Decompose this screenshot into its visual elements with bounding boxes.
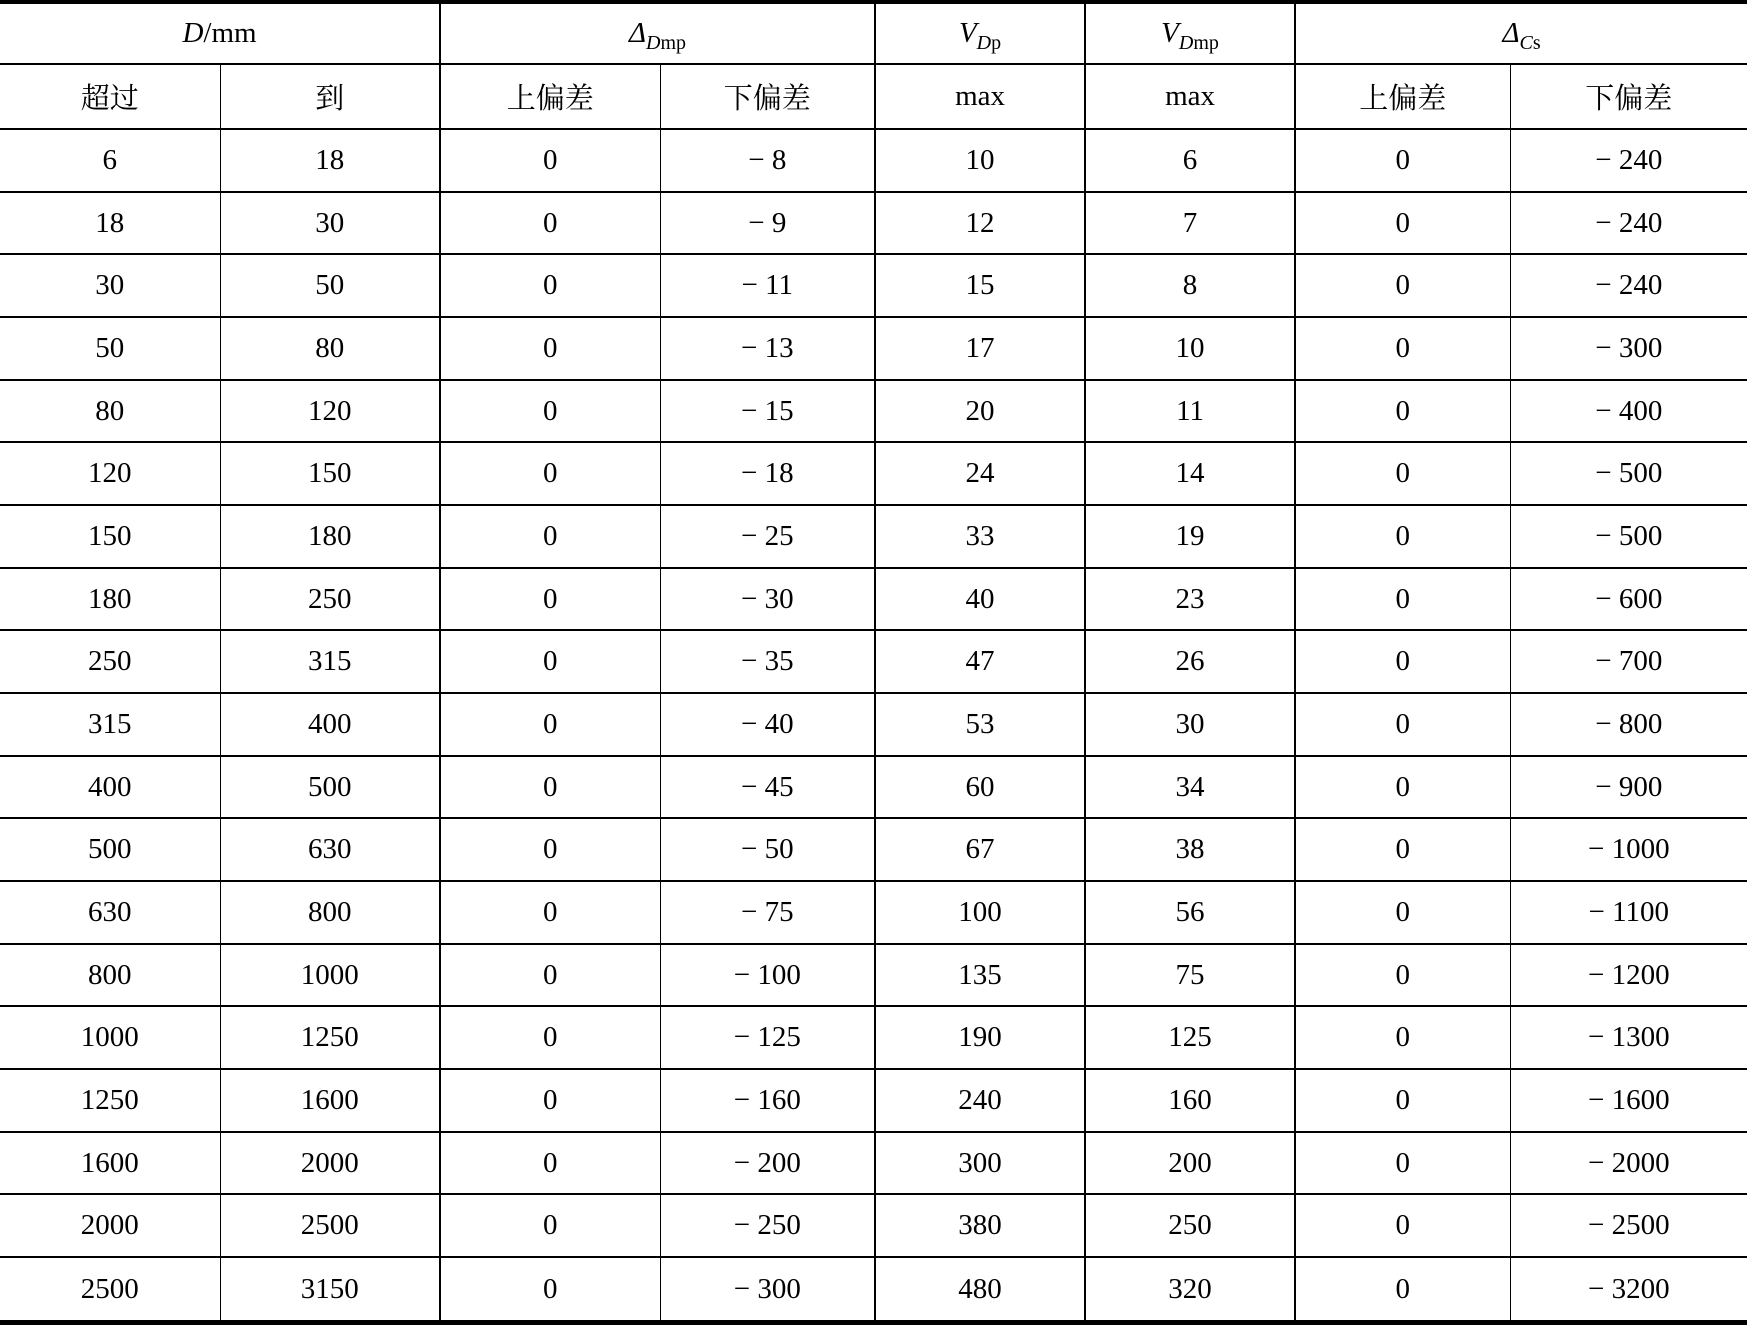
table-cell: 17 xyxy=(875,317,1085,380)
table-cell: 10 xyxy=(1085,317,1295,380)
table-cell: − 1000 xyxy=(1510,818,1747,881)
table-cell: 0 xyxy=(1295,1194,1510,1257)
symbol-d: D xyxy=(182,17,204,49)
table-cell: 400 xyxy=(88,770,132,803)
table-cell: − 15 xyxy=(660,380,875,443)
table-cell: 0 xyxy=(1295,1257,1510,1322)
table-cell: − 30 xyxy=(660,568,875,631)
symbol-d-unit: mm xyxy=(211,17,257,49)
table-cell: 0 xyxy=(1295,1132,1510,1195)
table-cell: 0 xyxy=(1295,380,1510,443)
table-cell: 0 xyxy=(440,1006,660,1069)
table-cell: 26 xyxy=(1085,630,1295,693)
table-cell: 0 xyxy=(440,1194,660,1257)
table-cell: 0 xyxy=(1295,254,1510,317)
table-cell: 60 xyxy=(875,756,1085,819)
subscript-upright: mp xyxy=(660,32,687,54)
symbol-v-dmp: V xyxy=(1161,17,1179,49)
table-cell: 1000 xyxy=(80,1021,139,1054)
table-cell: − 3200 xyxy=(1510,1257,1747,1322)
table-cell: 0 xyxy=(440,693,660,756)
table-cell: 0 xyxy=(1295,944,1510,1007)
subheader-over: 超过 xyxy=(80,83,139,115)
table-cell: − 240 xyxy=(1510,192,1747,255)
table-cell: 1000 xyxy=(220,944,440,1007)
table-cell: 38 xyxy=(1085,818,1295,881)
table-row xyxy=(0,630,1747,693)
table-cell: − 1200 xyxy=(1510,944,1747,1007)
table-cell: 1600 xyxy=(220,1069,440,1132)
table-cell: − 18 xyxy=(660,442,875,505)
table-cell: 18 xyxy=(220,129,440,192)
table-cell: 23 xyxy=(1085,568,1295,631)
table-cell: − 240 xyxy=(1510,129,1747,192)
table-cell: 315 xyxy=(220,630,440,693)
table-cell: 320 xyxy=(1085,1257,1295,1322)
table-cell: 0 xyxy=(440,630,660,693)
table-cell: 0 xyxy=(1295,881,1510,944)
subscript-italic: D xyxy=(1178,32,1194,54)
table-cell: − 600 xyxy=(1510,568,1747,631)
subscript-italic: C xyxy=(1519,32,1533,54)
table-cell: 0 xyxy=(440,317,660,380)
subscript-upright: mp xyxy=(1193,32,1219,54)
col-group-d-mm xyxy=(0,2,440,64)
table-cell: 0 xyxy=(440,254,660,317)
table-cell: 0 xyxy=(440,756,660,819)
table-row xyxy=(0,1194,1747,1257)
table-cell: − 240 xyxy=(1510,254,1747,317)
table-cell: − 300 xyxy=(1510,317,1747,380)
table-cell: 240 xyxy=(875,1069,1085,1132)
subheader-upper-deviation: 上偏差 xyxy=(440,64,660,129)
table-cell: 0 xyxy=(440,818,660,881)
table-cell: 0 xyxy=(440,1257,660,1322)
table-cell: 0 xyxy=(1295,818,1510,881)
table-row xyxy=(0,442,1747,505)
table-row xyxy=(0,1257,1747,1322)
table-cell: 250 xyxy=(220,568,440,631)
table-cell: 180 xyxy=(88,582,132,615)
table-cell: − 1100 xyxy=(1510,881,1747,944)
table-cell: 500 xyxy=(220,756,440,819)
table-cell: − 50 xyxy=(660,818,875,881)
table-cell: 1250 xyxy=(80,1083,139,1116)
table-cell: 30 xyxy=(220,192,440,255)
table-cell: 8 xyxy=(1085,254,1295,317)
table-cell: 0 xyxy=(440,505,660,568)
table-cell: 14 xyxy=(1085,442,1295,505)
table-cell: 0 xyxy=(440,129,660,192)
table-cell: 2500 xyxy=(220,1194,440,1257)
subheader-to: 到 xyxy=(220,64,440,129)
subheader-upper-deviation-cs: 上偏差 xyxy=(1295,64,1510,129)
table-cell: 11 xyxy=(1085,380,1295,443)
table-cell: 33 xyxy=(875,505,1085,568)
table-cell: 75 xyxy=(1085,944,1295,1007)
table-cell: − 1600 xyxy=(1510,1069,1747,1132)
table-cell: 0 xyxy=(440,944,660,1007)
table-cell: 15 xyxy=(875,254,1085,317)
table-cell: 0 xyxy=(1295,192,1510,255)
table-cell: 0 xyxy=(1295,630,1510,693)
subscript-italic: D xyxy=(646,32,661,54)
table-cell: − 500 xyxy=(1510,442,1747,505)
table-cell: 100 xyxy=(875,881,1085,944)
table-cell: 12 xyxy=(875,192,1085,255)
table-cell: 150 xyxy=(220,442,440,505)
table-row xyxy=(0,881,1747,944)
table-cell: 1250 xyxy=(220,1006,440,1069)
table-cell: 2500 xyxy=(80,1272,139,1305)
table-cell: − 300 xyxy=(660,1257,875,1322)
table-cell: 0 xyxy=(440,380,660,443)
table-cell: 0 xyxy=(1295,568,1510,631)
table-row xyxy=(0,254,1747,317)
table-cell: − 125 xyxy=(660,1006,875,1069)
table-body xyxy=(0,129,1747,1323)
table-cell: 150 xyxy=(88,519,132,552)
table-cell: − 200 xyxy=(660,1132,875,1195)
table-cell: 315 xyxy=(88,707,132,740)
table-cell: 0 xyxy=(440,881,660,944)
table-cell: 2000 xyxy=(80,1209,139,1242)
table-cell: 67 xyxy=(875,818,1085,881)
table-cell: 180 xyxy=(220,505,440,568)
symbol-delta-dmp: Δ xyxy=(629,17,647,49)
table-cell: 0 xyxy=(1295,756,1510,819)
table-cell: 80 xyxy=(220,317,440,380)
table-row xyxy=(0,129,1747,192)
table-row xyxy=(0,1006,1747,1069)
table-cell: 34 xyxy=(1085,756,1295,819)
table-cell: 47 xyxy=(875,630,1085,693)
subheader-lower-deviation-cs: 下偏差 xyxy=(1510,64,1747,129)
table-cell: 3150 xyxy=(220,1257,440,1322)
subheader-max-vdp: max xyxy=(875,64,1085,129)
table-cell: 24 xyxy=(875,442,1085,505)
table-cell: 0 xyxy=(1295,317,1510,380)
table-cell: 125 xyxy=(1085,1006,1295,1069)
table-cell: 6 xyxy=(1085,129,1295,192)
subheader-max-vdmp: max xyxy=(1085,64,1295,129)
table-cell: 6 xyxy=(102,143,117,176)
table-cell: 300 xyxy=(875,1132,1085,1195)
table-cell: 7 xyxy=(1085,192,1295,255)
table-row xyxy=(0,1069,1747,1132)
symbol-v-dp: V xyxy=(958,17,977,49)
table-cell: 10 xyxy=(875,129,1085,192)
subscript-upright: p xyxy=(991,32,1002,54)
table-cell: 19 xyxy=(1085,505,1295,568)
table-cell: 30 xyxy=(1085,693,1295,756)
col-group-v-dp xyxy=(875,2,1085,64)
table-cell: 0 xyxy=(440,442,660,505)
table-cell: 135 xyxy=(875,944,1085,1007)
table-cell: − 1300 xyxy=(1510,1006,1747,1069)
table-cell: 40 xyxy=(875,568,1085,631)
table-row xyxy=(0,505,1747,568)
table-cell: 800 xyxy=(88,958,132,991)
table-cell: 2000 xyxy=(220,1132,440,1195)
table-cell: − 2000 xyxy=(1510,1132,1747,1195)
table-row xyxy=(0,944,1747,1007)
table-cell: 120 xyxy=(220,380,440,443)
table-cell: 480 xyxy=(875,1257,1085,1322)
table-cell: 50 xyxy=(220,254,440,317)
table-cell: 1600 xyxy=(80,1146,139,1179)
table-cell: 0 xyxy=(1295,442,1510,505)
table-row xyxy=(0,568,1747,631)
table-row xyxy=(0,380,1747,443)
table-cell: 0 xyxy=(440,568,660,631)
table-cell: 250 xyxy=(1085,1194,1295,1257)
table-cell: − 800 xyxy=(1510,693,1747,756)
table-cell: 0 xyxy=(440,1132,660,1195)
table-row xyxy=(0,192,1747,255)
table-cell: 120 xyxy=(88,457,132,490)
table-cell: 56 xyxy=(1085,881,1295,944)
table-cell: − 45 xyxy=(660,756,875,819)
table-cell: 30 xyxy=(95,269,125,302)
table-cell: 50 xyxy=(95,331,125,364)
symbol-delta-cs: Δ xyxy=(1502,17,1520,49)
table-cell: − 8 xyxy=(660,129,875,192)
table-cell: − 40 xyxy=(660,693,875,756)
table-cell: − 75 xyxy=(660,881,875,944)
header-row-sub xyxy=(0,64,1747,129)
table-cell: 400 xyxy=(220,693,440,756)
table-cell: 0 xyxy=(1295,129,1510,192)
table-cell: − 9 xyxy=(660,192,875,255)
table-cell: − 900 xyxy=(1510,756,1747,819)
table-cell: 0 xyxy=(440,192,660,255)
table-cell: 0 xyxy=(1295,505,1510,568)
table-cell: 18 xyxy=(95,206,125,239)
table-row xyxy=(0,317,1747,380)
table-cell: − 2500 xyxy=(1510,1194,1747,1257)
table-cell: 0 xyxy=(1295,693,1510,756)
table-cell: − 400 xyxy=(1510,380,1747,443)
table-cell: 0 xyxy=(440,1069,660,1132)
table-cell: − 25 xyxy=(660,505,875,568)
col-group-delta-dmp xyxy=(440,2,875,64)
col-group-delta-cs xyxy=(1295,2,1747,64)
table-cell: 630 xyxy=(88,895,132,928)
subheader-lower-deviation: 下偏差 xyxy=(660,64,875,129)
table-cell: 500 xyxy=(88,833,132,866)
table-cell: 380 xyxy=(875,1194,1085,1257)
table-cell: 80 xyxy=(95,394,125,427)
table-cell: − 700 xyxy=(1510,630,1747,693)
table-cell: 250 xyxy=(88,645,132,678)
table-cell: − 500 xyxy=(1510,505,1747,568)
table-cell: − 250 xyxy=(660,1194,875,1257)
subscript-italic: D xyxy=(976,32,992,54)
table-cell: 800 xyxy=(220,881,440,944)
table-row xyxy=(0,1132,1747,1195)
table-cell: − 160 xyxy=(660,1069,875,1132)
table-cell: 200 xyxy=(1085,1132,1295,1195)
table-row xyxy=(0,756,1747,819)
table-cell: − 13 xyxy=(660,317,875,380)
table-cell: 0 xyxy=(1295,1006,1510,1069)
table-cell: 0 xyxy=(1295,1069,1510,1132)
table-cell: − 100 xyxy=(660,944,875,1007)
table-cell: − 11 xyxy=(660,254,875,317)
table-cell: 53 xyxy=(875,693,1085,756)
table-cell: 160 xyxy=(1085,1069,1295,1132)
col-group-v-dmp xyxy=(1085,2,1295,64)
header-row-groups xyxy=(0,2,1747,64)
table-cell: 20 xyxy=(875,380,1085,443)
table-cell: − 35 xyxy=(660,630,875,693)
table-row xyxy=(0,818,1747,881)
table-row xyxy=(0,693,1747,756)
table-cell: 630 xyxy=(220,818,440,881)
subscript-upright: s xyxy=(1532,32,1541,54)
symbol-d-sep: / xyxy=(203,17,212,49)
table-cell: 190 xyxy=(875,1006,1085,1069)
